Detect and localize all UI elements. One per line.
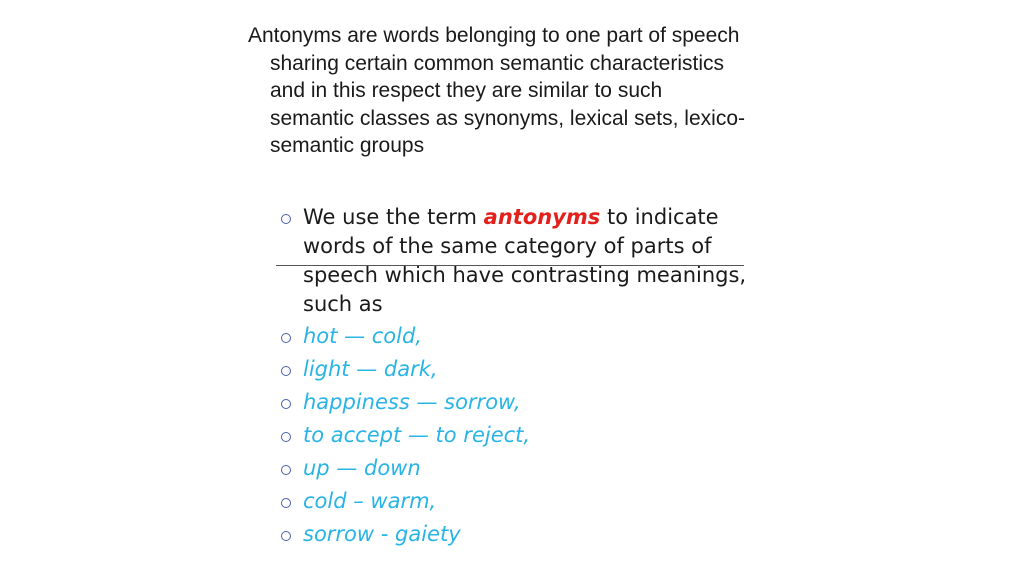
- example-item: [281, 353, 751, 386]
- example-text: to accept — to reject,: [303, 423, 531, 447]
- example-text: sorrow - gaiety: [303, 522, 461, 546]
- example-item: [281, 452, 751, 485]
- highlighted-term: antonyms: [483, 205, 601, 229]
- example-item: [281, 419, 751, 452]
- example-item: [281, 386, 751, 419]
- example-item: [281, 485, 751, 518]
- example-item: [281, 320, 751, 353]
- definition-before: We use the term: [303, 205, 484, 229]
- divider-line: [276, 265, 744, 266]
- example-text: up — down: [303, 456, 421, 480]
- lead-paragraph: Antonyms are words belonging to one part of speech sharing certain common semantic characteristics and in this respect they are similar to such semantic classes as synonyms, lexical sets, lexico-semantic groups: [248, 24, 745, 157]
- bullet-list: [281, 203, 751, 551]
- example-text: hot — cold,: [303, 324, 422, 348]
- example-text: happiness — sorrow,: [303, 390, 521, 414]
- example-item: [281, 518, 751, 551]
- definition-text: [303, 203, 751, 319]
- example-text: cold – warm,: [303, 489, 437, 513]
- definition-item: [281, 203, 751, 319]
- example-text: light — dark,: [303, 357, 438, 381]
- definition-after: to indicate words of the same category of parts of speech which have contrasting meanings, such as: [303, 205, 747, 316]
